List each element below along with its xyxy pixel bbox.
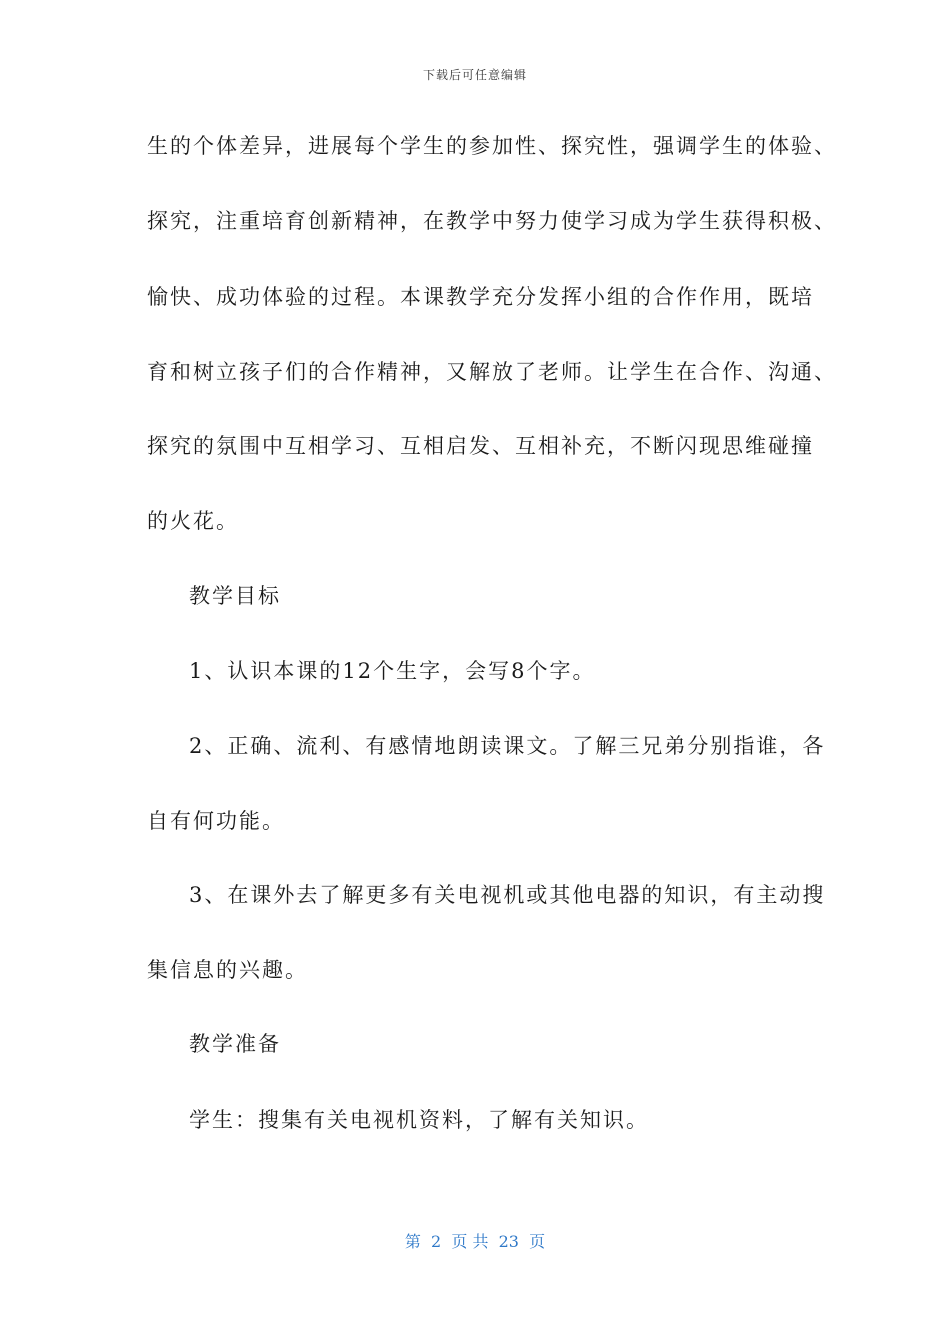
page-header: 下载后可任意编辑 [422,68,527,82]
goal-item-2-continued: 自有何功能。 [147,809,285,833]
section-heading-goals: 教学目标 [189,584,281,608]
body-line-6: 的火花。 [147,509,239,533]
preparation-item-students: 学生：搜集有关电视机资料，了解有关知识。 [189,1108,649,1132]
section-heading-preparation: 教学准备 [189,1032,281,1056]
goal-item-2: 2、正确、流利、有感情地朗读课文。了解三兄弟分别指谁，各 [189,734,826,758]
body-line-3: 愉快、成功体验的过程。本课教学充分发挥小组的合作作用，既培 [147,285,814,309]
body-line-4: 育和树立孩子们的合作精神，又解放了老师。让学生在合作、沟通、 [147,360,837,384]
goal-item-1: 1、认识本课的12个生字，会写8个字。 [189,659,596,683]
goal-item-3-continued: 集信息的兴趣。 [147,958,308,982]
goal-item-3: 3、在课外去了解更多有关电视机或其他电器的知识，有主动搜 [189,883,826,907]
page-footer: 第 2 页 共 23 页 [404,1232,546,1251]
body-line-5: 探究的氛围中互相学习、互相启发、互相补充，不断闪现思维碰撞 [147,434,814,458]
body-line-2: 探究，注重培育创新精神，在教学中努力使学习成为学生获得积极、 [147,209,837,233]
body-line-1: 生的个体差异，进展每个学生的参加性、探究性，强调学生的体验、 [147,134,837,158]
